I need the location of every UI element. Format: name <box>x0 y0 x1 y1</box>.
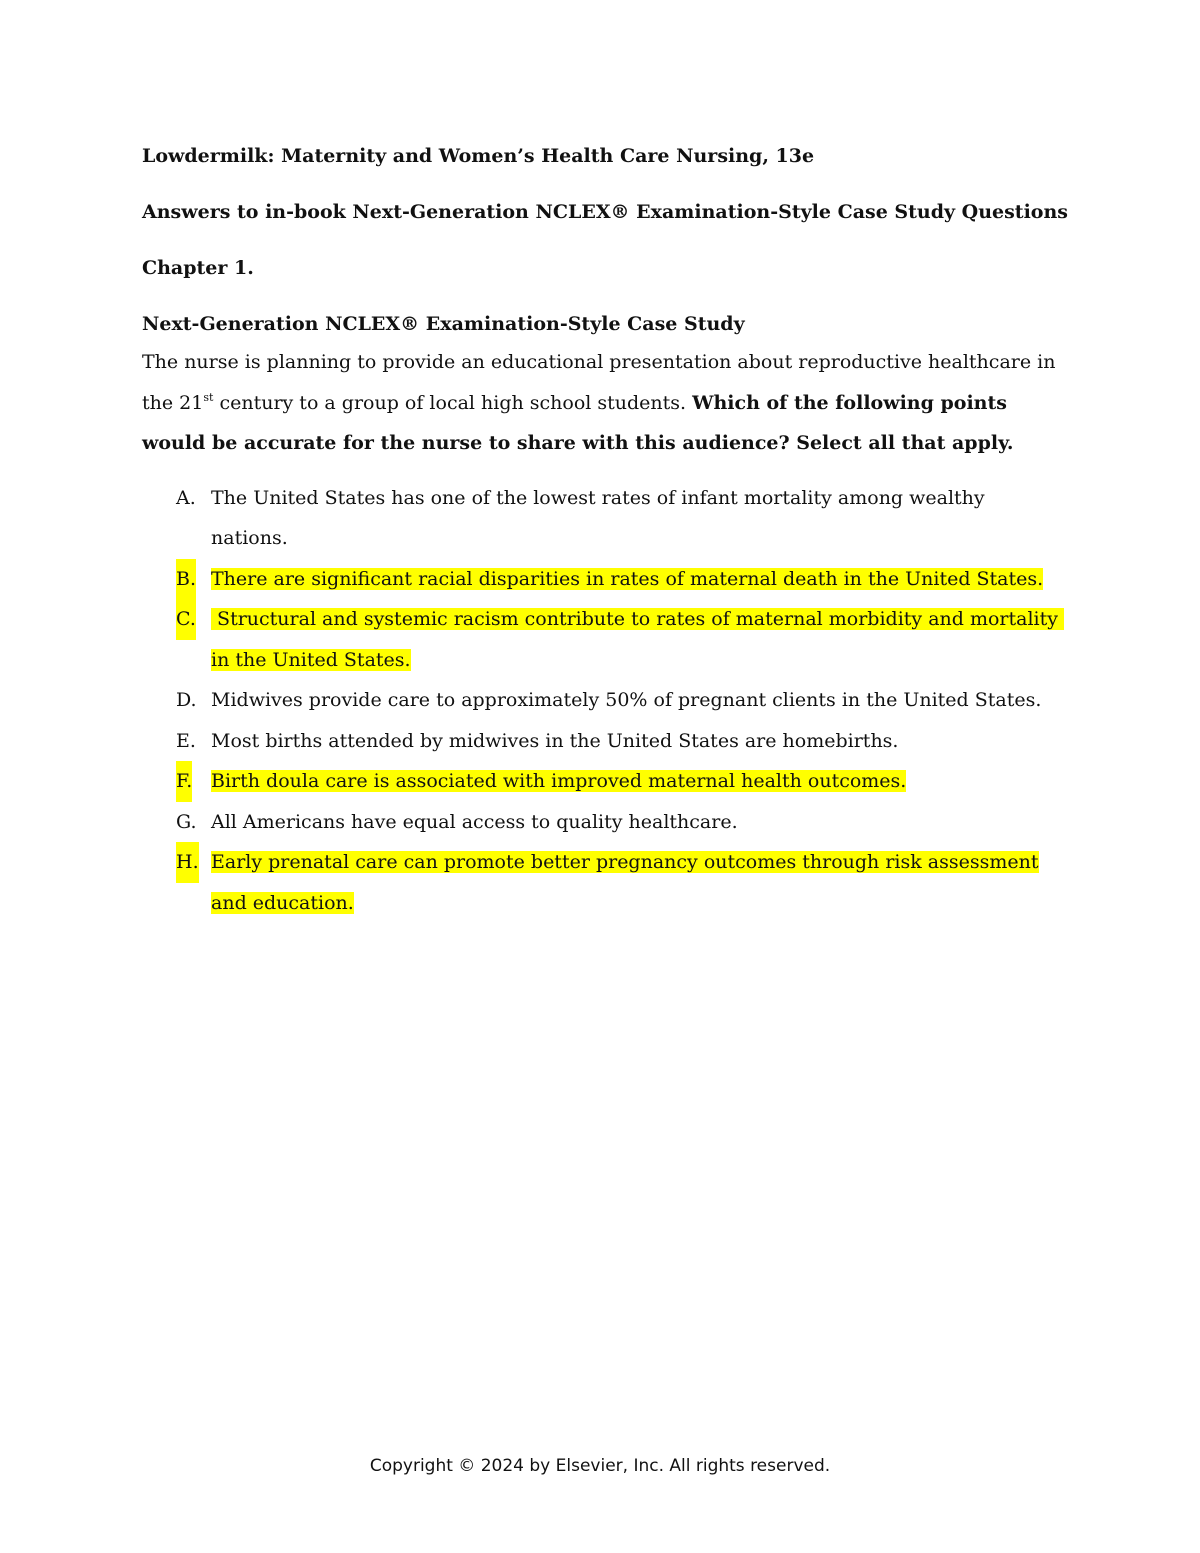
case-study-title: Next-Generation NCLEX® Examination-Style Case Study <box>142 313 745 335</box>
copyright-footer: Copyright © 2024 by Elsevier, Inc. All rights reserved. <box>369 1456 831 1476</box>
option-text: There are significant racial disparities in rates of maternal death in the United States. <box>211 567 1044 590</box>
option-letter: H. <box>176 842 199 883</box>
option-letter: G. <box>176 810 197 833</box>
option-text: Midwives provide care to approximately 50% of pregnant clients in the United States. <box>211 689 1042 711</box>
option-letter: B. <box>176 559 196 600</box>
option-letter: F. <box>176 761 192 802</box>
option-text: Most births attended by midwives in the United States are homebirths. <box>211 729 899 752</box>
book-title: Lowdermilk: Maternity and Women’s Health Care Nursing, 13e <box>142 145 815 167</box>
document-subtitle: Answers to in-book Next-Generation NCLEX® Examination-Style Case Study Questions <box>142 201 1068 223</box>
option-letter: C. <box>176 599 196 640</box>
prompt-text-2: century to a group of local high school students. <box>213 391 693 414</box>
page-content <box>142 138 1068 923</box>
answer-options-list <box>142 478 1065 924</box>
option-letter: E. <box>176 729 196 752</box>
prompt-superscript: st <box>203 390 214 404</box>
answer-option <box>142 802 1062 843</box>
answer-option <box>142 599 1065 680</box>
answer-option <box>142 761 1062 802</box>
answer-option <box>142 721 1062 762</box>
answer-option <box>142 478 1062 559</box>
answer-option <box>142 559 1062 600</box>
option-text: Structural and systemic racism contribute to rates of maternal morbidity and mortality in the United States. <box>211 608 1065 671</box>
option-text: The United States has one of the lowest rates of infant mortality among wealthy nations. <box>211 486 985 549</box>
prompt-text-1: The nurse is planning to provide an educational presentation about reproductive healthcare in the 21 <box>142 351 1056 414</box>
question-prompt <box>142 342 1062 464</box>
option-text: All Americans have equal access to quality healthcare. <box>211 810 738 833</box>
chapter-heading: Chapter 1. <box>142 257 254 279</box>
option-text: Birth doula care is associated with improved maternal health outcomes. <box>211 770 907 792</box>
prompt-question: Which of the following points would be accurate for the nurse to share with this audience? Select all that apply. <box>142 391 1014 454</box>
answer-option <box>142 680 1062 721</box>
option-text: Early prenatal care can promote better pregnancy outcomes through risk assessment and education. <box>211 851 1039 914</box>
option-letter: D. <box>176 689 197 711</box>
answer-option <box>142 842 1062 923</box>
option-letter: A. <box>176 486 196 509</box>
